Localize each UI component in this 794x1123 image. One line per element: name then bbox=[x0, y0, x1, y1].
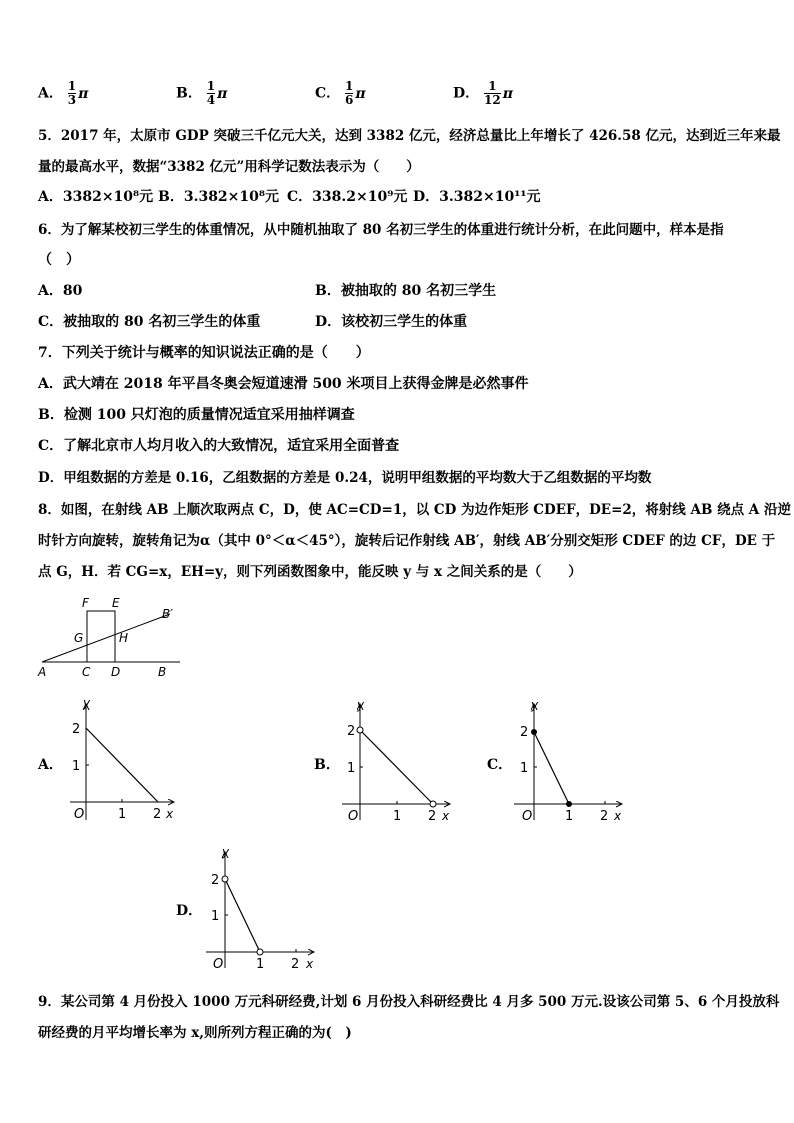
q6-option-a: A．80 bbox=[38, 283, 83, 299]
open-endpoint bbox=[257, 949, 263, 955]
fraction: $\frac{1}{3}$ bbox=[67, 79, 77, 107]
x-tick-1: 1 bbox=[118, 807, 127, 822]
x-tick-2: 2 bbox=[291, 957, 300, 970]
y-tick-1: 1 bbox=[520, 761, 529, 776]
x-tick-2: 2 bbox=[428, 809, 437, 824]
label-e: E bbox=[112, 596, 120, 610]
q8-line1: 8．如图，在射线 AB 上顺次取两点 C，D，使 AC=CD=1，以 CD 为边作矩形 CDEF，DE=2，将射线 AB 绕点 A 沿逆 bbox=[38, 502, 791, 518]
open-endpoint bbox=[222, 876, 228, 882]
function-line bbox=[86, 728, 158, 802]
q4-option-c: C． $\frac{1}{6}$ π bbox=[315, 79, 366, 107]
x-label: x bbox=[306, 957, 314, 970]
q6-option-c: C．被抽取的 80 名初三学生的体重 bbox=[38, 314, 261, 330]
open-endpoint bbox=[357, 727, 363, 733]
x-tick-1: 1 bbox=[565, 809, 574, 824]
label-b: B bbox=[158, 665, 167, 679]
x-tick-1: 1 bbox=[393, 809, 402, 824]
x-tick-2: 2 bbox=[600, 809, 609, 824]
x-label: x bbox=[442, 809, 450, 823]
q5-line2: 量的最高水平，数据“3382 亿元”用科学记数法表示为（ ） bbox=[38, 159, 420, 175]
origin-label: O bbox=[213, 957, 224, 970]
q4-option-d: D． $\frac{1}{12}$ π bbox=[453, 79, 513, 107]
q4-option-a: A． $\frac{1}{3}$ π bbox=[38, 79, 89, 107]
function-line bbox=[534, 732, 569, 804]
q7-stem: 7．下列关于统计与概率的知识说法正确的是（ ） bbox=[38, 345, 370, 361]
x-label: x bbox=[166, 807, 174, 821]
q7-option-b: B．检测 100 只灯泡的质量情况适宜采用抽样调查 bbox=[38, 407, 355, 423]
q8-line2: 时针方向旋转，旋转角记为α（其中 0°＜α＜45°），旋转后记作射线 AB′，射线 AB′分别交矩形 CDEF 的边 CF，DE 于 bbox=[38, 533, 776, 549]
function-line bbox=[362, 732, 431, 802]
q5-option-a: A．3382×10⁸元 bbox=[38, 189, 154, 205]
y-tick-1: 1 bbox=[72, 759, 81, 774]
ray-ab-prime bbox=[42, 614, 170, 662]
label-g: G bbox=[74, 631, 84, 645]
q8-geometry-figure bbox=[30, 592, 190, 684]
q5-option-c: C．338.2×10⁹元 bbox=[287, 189, 408, 205]
y-tick-1: 1 bbox=[347, 761, 356, 776]
fraction: $\frac{1}{12}$ bbox=[484, 79, 501, 107]
graph-option-b bbox=[338, 696, 458, 824]
y-tick-2: 2 bbox=[211, 873, 220, 888]
y-tick-2: 2 bbox=[347, 724, 356, 739]
origin-label: O bbox=[522, 809, 533, 824]
origin-label: O bbox=[348, 809, 359, 824]
q9-line1: 9．某公司第 4 月份投入 1000 万元科研经费,计划 6 月份投入科研经费比 4 月多 500 万元.设该公司第 5、6 个月投放科 bbox=[38, 994, 780, 1010]
y-tick-2: 2 bbox=[72, 722, 81, 737]
y-label: y bbox=[222, 845, 230, 859]
label-d: D bbox=[111, 665, 121, 679]
graph-option-c-label: C． bbox=[487, 757, 513, 773]
q7-option-d: D．甲组数据的方差是 0.16，乙组数据的方差是 0.24，说明甲组数据的平均数大于乙组数据的平均数 bbox=[38, 470, 652, 486]
y-label: y bbox=[83, 696, 91, 710]
graph-option-b-label: B． bbox=[314, 757, 340, 773]
q7-option-c: C．了解北京市人均月收入的大致情况，适宜采用全面普查 bbox=[38, 438, 400, 454]
graph-option-d bbox=[200, 842, 320, 970]
label-c: C bbox=[82, 665, 91, 679]
q8-line3: 点 G，H．若 CG=x，EH=y，则下列函数图象中，能反映 y 与 x 之间关系的是（ ） bbox=[38, 564, 582, 580]
open-endpoint bbox=[430, 801, 436, 807]
graph-option-c bbox=[510, 696, 630, 824]
q9-line2: 研经费的月平均增长率为 x,则所列方程正确的为( ) bbox=[38, 1025, 352, 1041]
q6-line2: （ ） bbox=[38, 252, 80, 268]
label-b-prime: B′ bbox=[162, 607, 173, 621]
graph-option-d-label: D． bbox=[176, 903, 203, 919]
x-tick-2: 2 bbox=[153, 807, 162, 822]
graph-option-a-label: A． bbox=[38, 757, 63, 773]
q5-option-b: B．3.382×10⁸元 bbox=[158, 189, 280, 205]
q7-option-a: A．武大靖在 2018 年平昌冬奥会短道速滑 500 米项目上获得金牌是必然事件 bbox=[38, 376, 529, 392]
q5-option-d: D．3.382×10¹¹元 bbox=[413, 189, 541, 205]
x-tick-1: 1 bbox=[256, 957, 265, 970]
graph-option-a bbox=[62, 696, 182, 824]
y-label: y bbox=[531, 698, 539, 712]
fraction: $\frac{1}{4}$ bbox=[206, 79, 216, 107]
x-label: x bbox=[614, 809, 622, 823]
y-label: y bbox=[357, 698, 365, 712]
q5-line1: 5．2017 年，太原市 GDP 突破三千亿元大关，达到 3382 亿元，经济总量比上年增长了 426.58 亿元，达到近三年来最 bbox=[38, 128, 781, 144]
q6-option-d: D．该校初三学生的体重 bbox=[315, 314, 468, 330]
y-tick-1: 1 bbox=[211, 909, 220, 924]
function-line bbox=[226, 881, 259, 950]
label-f: F bbox=[82, 596, 89, 610]
q4-option-b: B． $\frac{1}{4}$ π bbox=[176, 79, 228, 107]
origin-label: O bbox=[74, 807, 85, 822]
q6-line1: 6．为了解某校初三学生的体重情况，从中随机抽取了 80 名初三学生的体重进行统计分析，在此问题中，样本是指 bbox=[38, 222, 724, 238]
fraction: $\frac{1}{6}$ bbox=[345, 79, 354, 107]
label-a: A bbox=[38, 665, 47, 679]
q6-option-b: B．被抽取的 80 名初三学生 bbox=[315, 283, 497, 299]
closed-endpoint bbox=[531, 729, 537, 735]
y-tick-2: 2 bbox=[520, 725, 529, 740]
label-h: H bbox=[119, 631, 129, 645]
closed-endpoint bbox=[566, 801, 572, 807]
